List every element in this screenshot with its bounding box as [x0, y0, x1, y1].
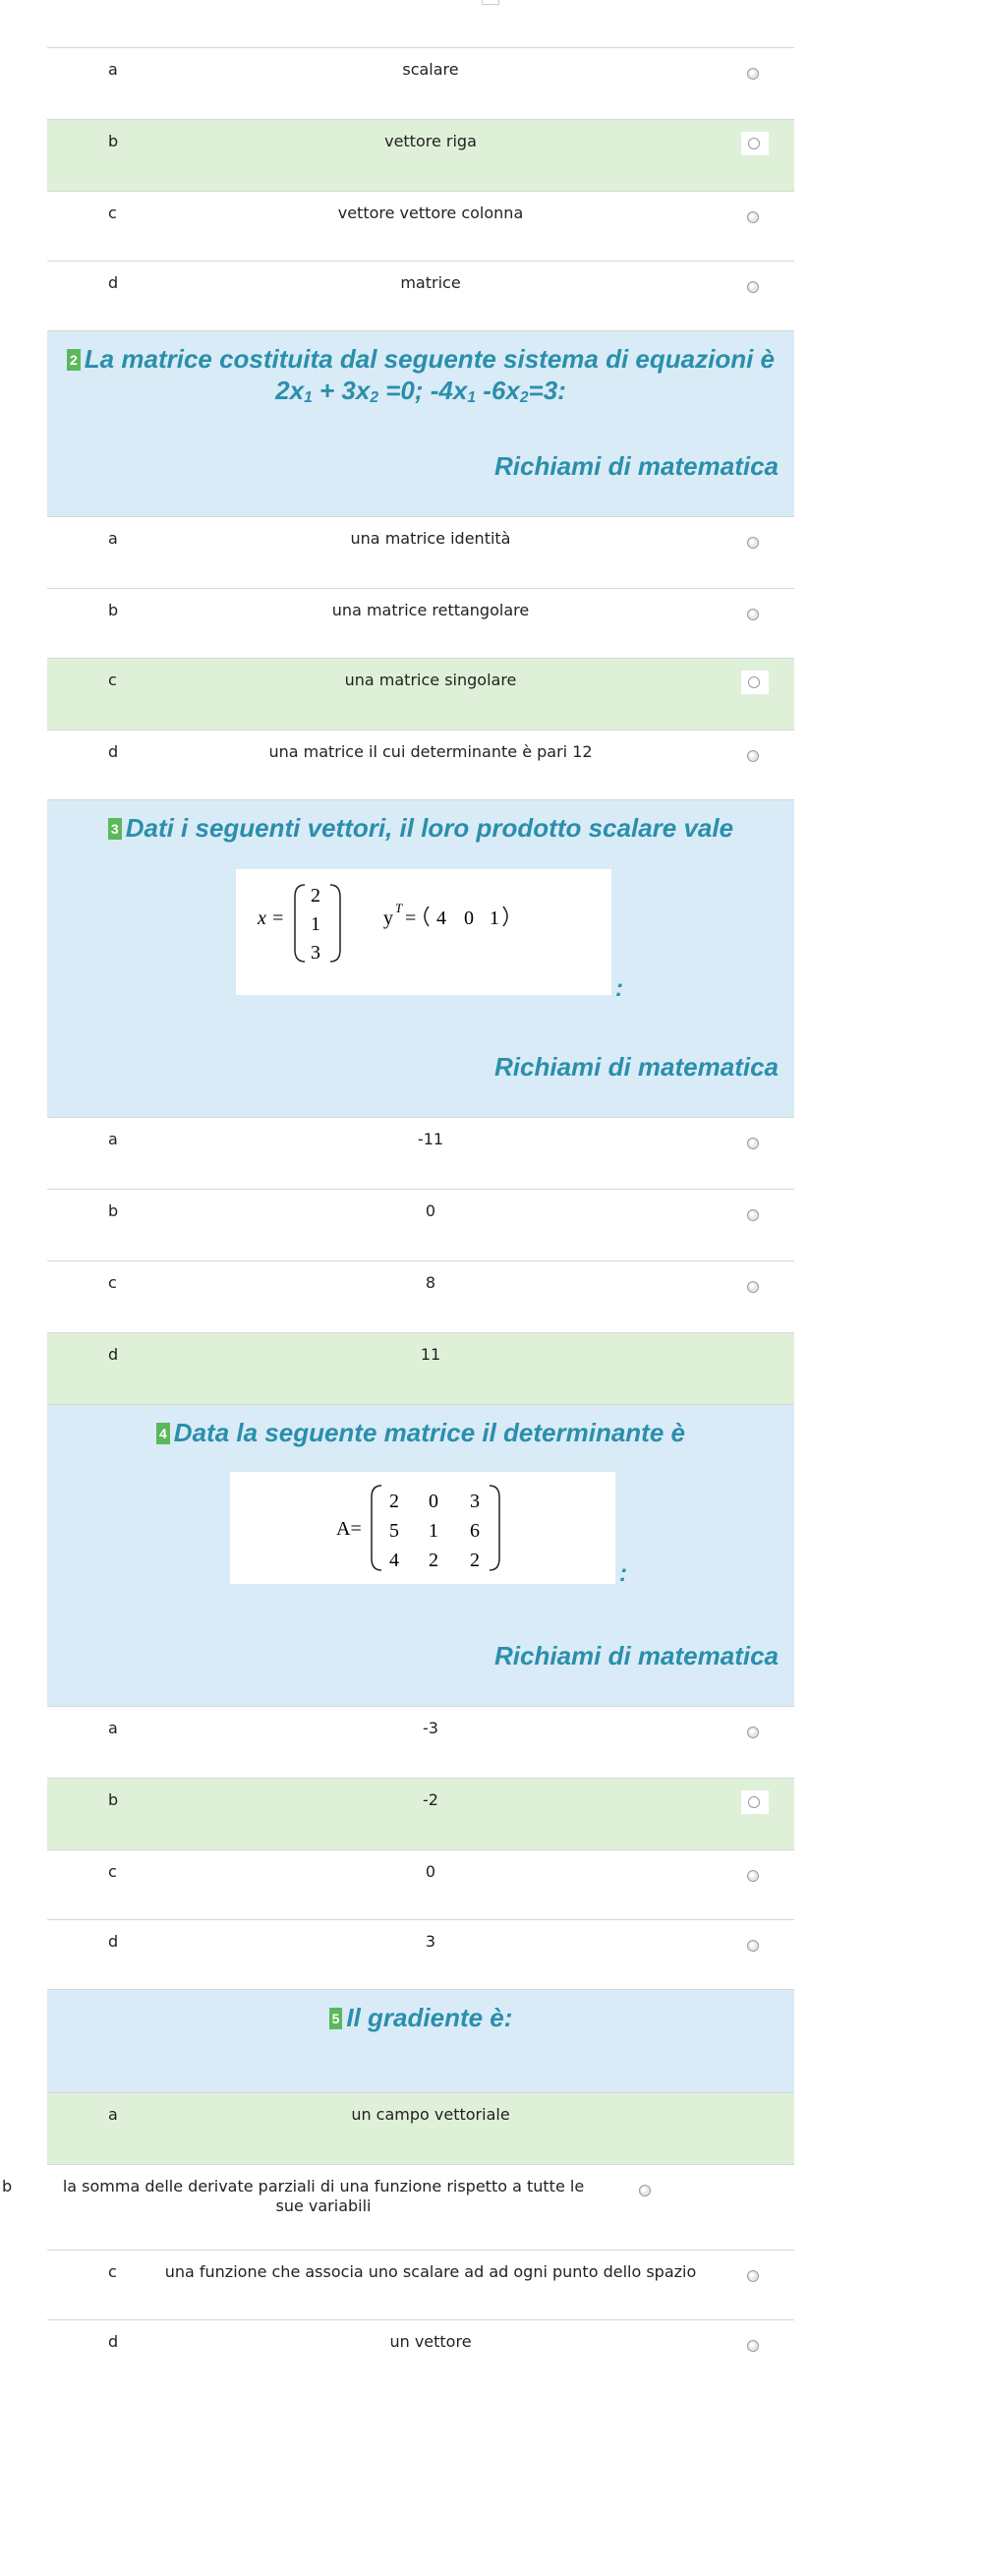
vector-x-label: x =: [258, 907, 285, 929]
matrix-cell: 5: [389, 1520, 399, 1542]
radio-button[interactable]: [747, 2340, 759, 2352]
matrix-image: [230, 1472, 615, 1584]
vector-y-value: 4: [436, 907, 446, 929]
vector-y-value: 0: [464, 907, 474, 929]
vector-x-value: 1: [311, 913, 320, 935]
answer-text: 11: [420, 1345, 441, 1364]
radio-button[interactable]: [741, 1790, 769, 1814]
radio-button[interactable]: [747, 1870, 759, 1882]
reference-link[interactable]: Richiami di matematica: [494, 451, 779, 481]
quiz-review: [2, 0, 794, 2389]
answer-letter: d: [108, 2332, 119, 2351]
answer-row-q1-a[interactable]: [47, 47, 794, 119]
answer-text: una matrice rettangolare: [331, 601, 530, 619]
answer-text: 8: [425, 1273, 436, 1292]
matrix-cell: 1: [429, 1520, 438, 1542]
answer-letter: c: [108, 671, 117, 689]
question-colon: :: [615, 975, 623, 1002]
answer-row-q4-c[interactable]: [47, 1849, 794, 1919]
answer-letter: d: [108, 1932, 119, 1951]
answer-text: scalare: [402, 60, 459, 79]
answer-letter: c: [108, 204, 117, 222]
answer-text: una matrice singolare: [344, 671, 517, 689]
radio-button[interactable]: [747, 537, 759, 549]
question-title: [47, 331, 794, 414]
answer-row-q3-b[interactable]: [47, 1189, 794, 1260]
answer-row-q3-a[interactable]: [47, 1117, 794, 1189]
question-number: 4: [156, 1423, 170, 1444]
answer-letter: c: [108, 1862, 117, 1881]
radio-button[interactable]: [747, 609, 759, 620]
answer-text: matrice: [400, 273, 461, 292]
answer-letter: a: [108, 60, 118, 79]
radio-button[interactable]: [747, 281, 759, 293]
answer-letter: b: [108, 1201, 119, 1220]
answer-text: 3: [425, 1932, 436, 1951]
reference-link[interactable]: Richiami di matematica: [494, 1641, 779, 1670]
matrix-figure: [230, 1472, 615, 1584]
radio-button[interactable]: [747, 1138, 759, 1149]
transpose-mark: T: [395, 901, 403, 915]
vectors-image: [236, 869, 611, 995]
answer-letter: b: [108, 1790, 119, 1809]
answer-row-q1-d[interactable]: [47, 261, 794, 330]
answer-text: -3: [423, 1719, 438, 1737]
question-3: [47, 799, 794, 1117]
radio-button[interactable]: [747, 1940, 759, 1952]
answer-letter: b: [2, 2177, 13, 2195]
answer-text: un campo vettoriale: [351, 2105, 510, 2124]
answer-row-q1-b[interactable]: [47, 119, 794, 191]
answer-row-q2-b[interactable]: [47, 588, 794, 658]
question-number: 5: [329, 2008, 343, 2029]
matrix-cell: 2: [389, 1491, 399, 1512]
answer-letter: d: [108, 742, 119, 761]
answer-text: una matrice identità: [350, 529, 511, 548]
question-title-text: Il gradiente è:: [346, 2003, 513, 2032]
matrix-cell: 0: [429, 1491, 438, 1512]
question-2: [47, 330, 794, 516]
answer-text: -11: [417, 1130, 444, 1148]
answer-text: 0: [425, 1201, 436, 1220]
radio-button[interactable]: [747, 1209, 759, 1221]
answer-letter: c: [108, 2262, 117, 2281]
vector-x-value: 3: [311, 942, 320, 964]
vectors-figure: [236, 869, 611, 995]
answer-letter: d: [108, 273, 119, 292]
question-number: 2: [67, 349, 81, 371]
radio-button[interactable]: [747, 211, 759, 223]
radio-button[interactable]: [747, 1281, 759, 1293]
answer-letter: d: [108, 1345, 119, 1364]
radio-button[interactable]: [741, 671, 769, 694]
answer-row-q5-b[interactable]: [2, 2164, 794, 2250]
answer-text: -2: [423, 1790, 438, 1809]
answer-text: 0: [425, 1862, 436, 1881]
matrix-label: A=: [336, 1518, 362, 1540]
answer-text: una matrice il cui determinante è pari 12: [268, 742, 593, 761]
equation: $2x_1 + 3x_2 =0$; $-4x_1$ $-6x_2=3$:: [275, 376, 566, 406]
question-number: 3: [108, 818, 122, 840]
question-title: [47, 1990, 794, 2033]
answer-letter: a: [108, 1719, 118, 1737]
answer-text: vettore vettore colonna: [337, 204, 524, 222]
matrix-cell: 2: [429, 1550, 438, 1571]
matrix-cell: 4: [389, 1550, 399, 1571]
matrix-cell: 2: [470, 1550, 480, 1571]
answer-row-q4-b[interactable]: [47, 1778, 794, 1849]
matrix-cell: 3: [470, 1491, 480, 1512]
radio-button[interactable]: [747, 750, 759, 762]
answer-letter: b: [108, 601, 119, 619]
answer-row-q5-c[interactable]: [47, 2250, 794, 2319]
radio-button[interactable]: [747, 1727, 759, 1738]
answer-row-q3-d[interactable]: [47, 1332, 794, 1404]
answer-row-q1-c[interactable]: [47, 191, 794, 261]
question-title: [47, 800, 794, 844]
answer-row-q2-a[interactable]: [47, 516, 794, 588]
answer-text: un vettore: [389, 2332, 472, 2351]
answer-text: la somma delle derivate parziali di una funzione rispetto a tutte le sue variabili: [62, 2177, 585, 2215]
question-5: [47, 1989, 794, 2092]
matrix-cell: 6: [470, 1520, 480, 1542]
radio-button[interactable]: [639, 2185, 651, 2196]
reference-link[interactable]: Richiami di matematica: [494, 1052, 779, 1082]
question-4: [47, 1404, 794, 1706]
vector-y-value: 1: [490, 907, 499, 929]
answer-letter: b: [108, 132, 119, 150]
answer-letter: a: [108, 2105, 118, 2124]
answer-letter: a: [108, 529, 118, 548]
question-colon: :: [619, 1560, 627, 1587]
answer-text: una funzione che associa uno scalare ad ad ogni punto dello spazio: [164, 2262, 697, 2281]
answer-row-q4-a[interactable]: [47, 1706, 794, 1778]
radio-button[interactable]: [747, 68, 759, 80]
question-title: [47, 1405, 794, 1448]
question-title-text: La matrice costituita dal seguente sistema di equazioni è: [84, 344, 775, 374]
answer-text: vettore riga: [384, 132, 477, 150]
radio-button[interactable]: [741, 132, 769, 155]
answer-row-q2-d[interactable]: [47, 730, 794, 799]
answer-row-q5-a[interactable]: [47, 2092, 794, 2164]
vector-y-label: y: [383, 907, 393, 929]
vector-x-value: 2: [311, 885, 320, 907]
answer-letter: a: [108, 1130, 118, 1148]
question-title-text: Dati i seguenti vettori, il loro prodotto scalare vale: [125, 813, 734, 843]
question-title-text: Data la seguente matrice il determinante è: [173, 1418, 685, 1447]
answer-row-q2-c[interactable]: [47, 658, 794, 730]
answer-row-q3-c[interactable]: [47, 1260, 794, 1332]
vector-y-equals: =: [405, 907, 417, 929]
answer-letter: c: [108, 1273, 117, 1292]
answer-row-q4-d[interactable]: [47, 1919, 794, 1989]
answer-row-q5-d[interactable]: [47, 2319, 794, 2389]
radio-button[interactable]: [747, 2270, 759, 2282]
